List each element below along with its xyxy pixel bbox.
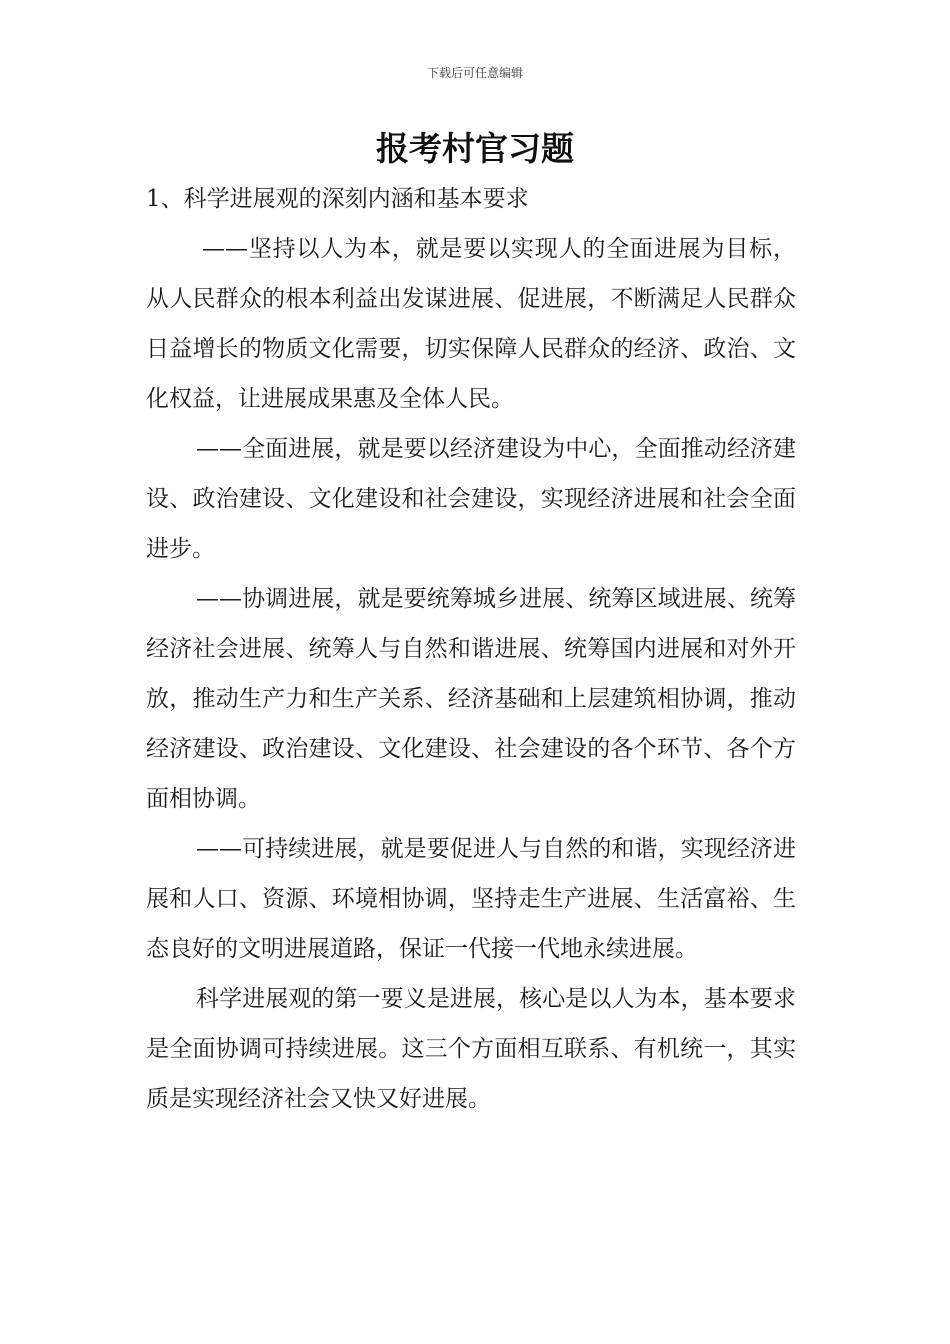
- paragraph-people-oriented: ——坚持以人为本，就是要以实现人的全面进展为目标，从人民群众的根本利益出发谋进展、促进展，不断满足人民群众日益增长的物质文化需要，切实保障人民群众的经济、政治、文化权益，让进展成果惠及全体人民。: [146, 236, 796, 412]
- header-note: 下载后可任意编辑: [426, 66, 523, 80]
- paragraph-coordinated: ——协调进展，就是要统筹城乡进展、统筹区域进展、统筹经济社会进展、统筹人与自然和谐进展、统筹国内进展和对外开放，推动生产力和生产关系、经济基础和上层建筑相协调，推动经济建设、政治建设、文化建设、社会建设的各个环节、各个方面相协调。: [146, 586, 796, 812]
- document-title: 报考村官习题: [376, 129, 574, 168]
- question-heading: 1、科学进展观的深刻内涵和基本要求: [146, 186, 529, 212]
- paragraph-sustainable: ——可持续进展，就是要促进人与自然的和谐，实现经济进展和人口、资源、环境相协调，坚持走生产进展、生活富裕、生态良好的文明进展道路，保证一代接一代地永续进展。: [146, 836, 796, 962]
- paragraph-comprehensive: ——全面进展，就是要以经济建设为中心，全面推动经济建设、政治建设、文化建设和社会建设，实现经济进展和社会全面进步。: [146, 436, 796, 562]
- paragraph-summary: 科学进展观的第一要义是进展，核心是以人为本，基本要求是全面协调可持续进展。这三个方面相互联系、有机统一，其实质是实现经济社会又快又好进展。: [146, 986, 796, 1112]
- document-body: [146, 174, 796, 1124]
